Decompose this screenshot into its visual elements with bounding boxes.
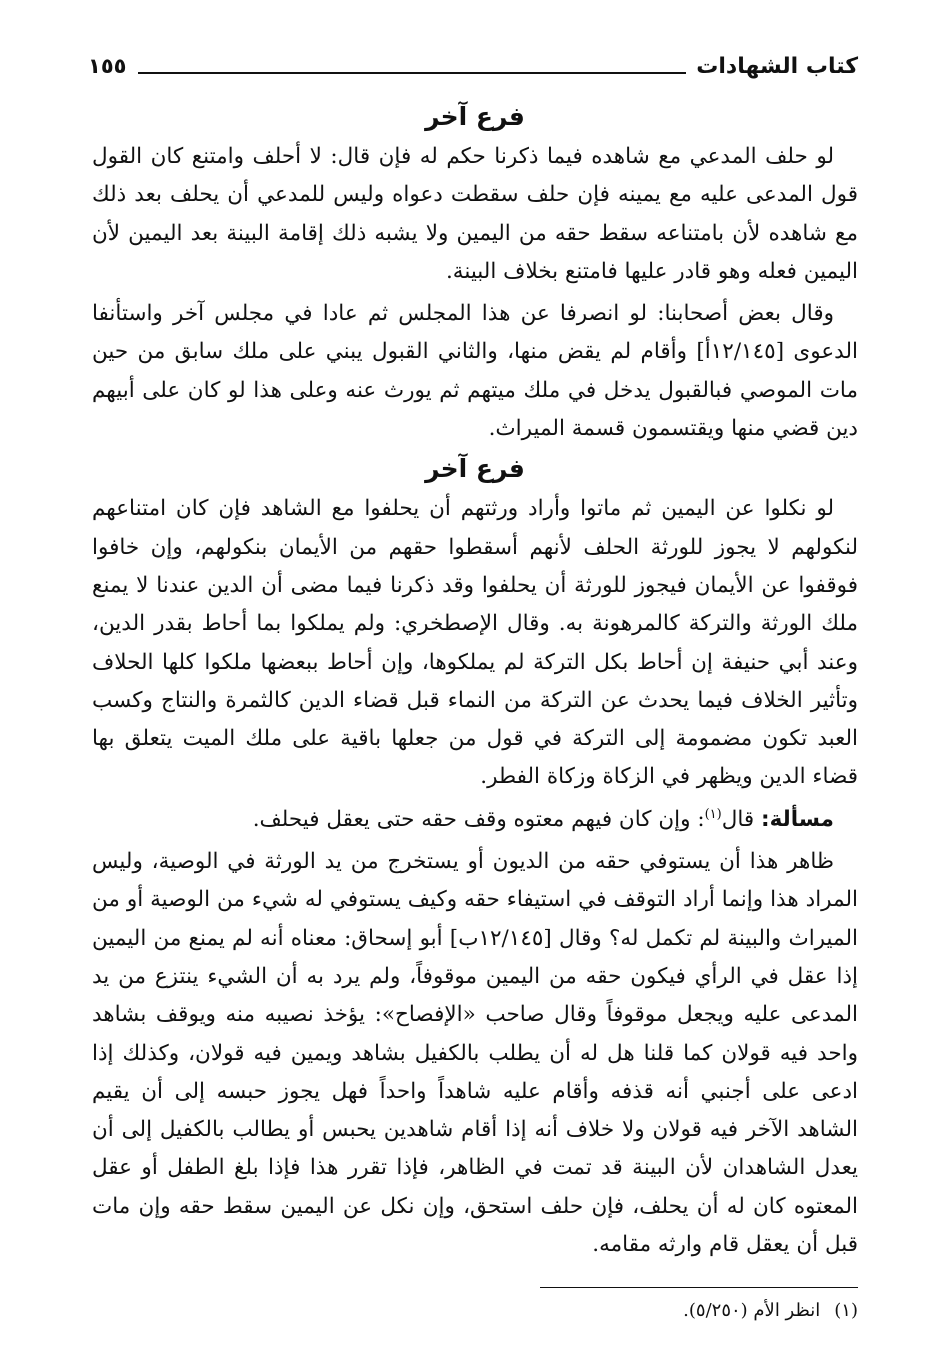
masala-said: قال bbox=[721, 806, 755, 832]
paragraph: لو حلف المدعي مع شاهده فيما ذكرنا حكم له فإن قال: لا أحلف وامتنع كان القول قول المدعى عليه مع يمينه فإن حلف سقطت دعواه وليس للمدعي أن يحلف بعد ذلك مع شاهده لأن بامتناعه سقط حقه من اليمين ولا يشبه ذلك إقامة البينة بعد اليمين لأن اليمين فعله وهو قادر عليها فامتنع بخلاف البينة. bbox=[92, 144, 858, 284]
footnote-reference[interactable]: (١) bbox=[704, 806, 722, 822]
footnote-number: (١) bbox=[834, 1300, 858, 1321]
paragraph: ظاهر هذا أن يستوفي حقه من الديون أو يستخرج من يد الورثة في الوصية، وليس المراد هذا وإنما أراد التوقف في استيفاء حقه وكيف يستوفي له شيء من الوصية أو من الميراث والبينة لم تكمل له؟ وقال [١٢/١٤٥ب] أبو إسحاق: معناه أنه لم يمنع من اليمين إذا عقل في الرأي فيكون حقه من اليمين موقوفاً، ولم يرد به أن الشيء ينتزع من يد المدعى عليه ويجعل موقوفاً وقال صاحب «الإفصاح»: يؤخذ نصيبه منه ويوقف بشاهد واحد فيه قولان كما قلنا هل له أن يطلب بالكفيل بشاهد ويمين فيه قولان، وكذلك إذا ادعى على أجنبي أنه قذفه وأقام عليه شاهداً واحداً فهل يجوز حبسه إلى أن يقيم الشاهد الآخر فيه قولان ولا خلاف أنه إذا أقام شاهدين يحبس أو يطالب بالكفيل إلى أن يعدل الشاهدان لأن البينة قد تمت في الظاهر، فإذا تقرر هذا فإذا بلغ الطفل أو عقل المعتوه كان له أن يحلف، فإن حلف استحق، وإن نكل عن اليمين سقط حقه وإن مات قبل أن يعقل قام وارثه مقامه. bbox=[92, 849, 858, 1258]
section-heading: فرع آخر bbox=[425, 102, 525, 131]
page-number: ١٥٥ bbox=[88, 54, 127, 78]
masala-label: مسألة: bbox=[761, 806, 834, 832]
footnote-rule bbox=[540, 1287, 858, 1288]
running-header bbox=[88, 52, 858, 92]
paragraph: وقال بعض أصحابنا: لو انصرفا عن هذا المجلس ثم عادا في مجلس آخر واستأنفا الدعوى [١٢/١٤٥أ] وأقام لم يقض منها، والثاني القبول يبني على ملك سابق من حين مات الموصي فبالقبول يدخل في ملك ميتهم ثم يورث عنه وعلى هذا لو كان على أبيهم دين قضي منها ويقتسمون قسمة الميراث. bbox=[92, 301, 858, 442]
section-heading: فرع آخر bbox=[425, 454, 525, 484]
header-title: كتاب الشهادات bbox=[696, 54, 858, 79]
masala-paragraph bbox=[92, 801, 858, 839]
masala-text: : وإن كان فيهم معتوه وقف حقه حتى يعقل فيحلف. bbox=[252, 806, 705, 832]
main-text bbox=[92, 96, 858, 1264]
header-rule bbox=[138, 72, 686, 74]
footnote bbox=[683, 1296, 858, 1326]
footnote-text: انظر الأم (٥/٢٥٠). bbox=[683, 1300, 821, 1321]
paragraph: لو نكلوا عن اليمين ثم ماتوا وأراد ورثتهم أن يحلفوا مع الشاهد فإن كان امتناعهم لنكولهم لا يجوز للورثة الحلف لأنهم أسقطوا حقهم من الأيمان بنكولهم، وإن خافوا فوقفوا عن الأيمان فيجوز للورثة أن يحلفوا وقد ذكرنا فيما مضى أن الدين عندنا لا يمنع ملك الورثة والتركة كالمرهونة به. وقال الإصطخري: ولم يملكوا بما أحاط بقدر الدين، وعند أبي حنيفة إن أحاط بكل التركة لم يملكوها، وإن أحاط ببعضها ملكوا كلها الحلاف وتأثير الخلاف فيما يحدث عن التركة من النماء قبل قضاء الدين كالثمرة والنتاج وكسب العبد تكون مضمومة إلى التركة في قول من جعلها باقية على ملك الميت يتعلق بها قضاء الدين ويظهر في الزكاة وزكاة الفطر. bbox=[92, 496, 858, 790]
